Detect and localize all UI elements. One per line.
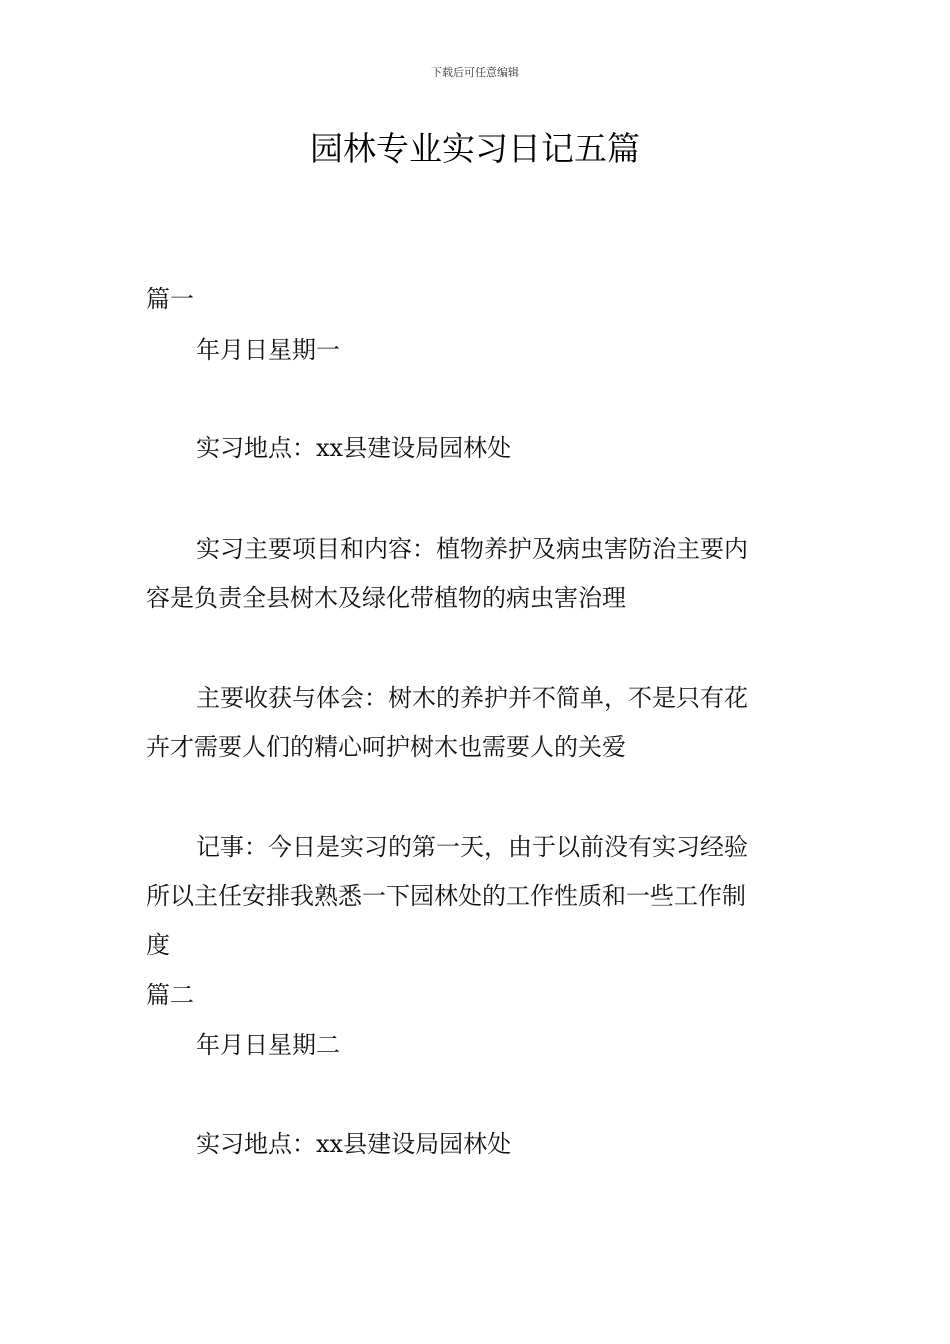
entry-1-gain-line-1: 主要收获与体会：树木的养护并不简单，不是只有花 <box>196 684 748 712</box>
entry-1-note-line-1: 记事：今日是实习的第一天，由于以前没有实习经验 <box>196 833 748 861</box>
document-title: 园林专业实习日记五篇 <box>310 129 640 168</box>
entry-2-date: 年月日星期二 <box>196 1031 340 1059</box>
entry-1-project-line-1: 实习主要项目和内容：植物养护及病虫害防治主要内 <box>196 535 748 563</box>
entry-1-note-line-2: 所以主任安排我熟悉一下园林处的工作性质和一些工作制 <box>146 882 746 910</box>
entry-1-date: 年月日星期一 <box>196 336 340 364</box>
entry-1-project-line-2: 容是负责全县树木及绿化带植物的病虫害治理 <box>146 584 626 612</box>
entry-1-note-line-3: 度 <box>146 931 170 959</box>
entry-2-heading: 篇二 <box>146 981 194 1009</box>
entry-2-location: 实习地点：xx县建设局园林处 <box>196 1130 512 1158</box>
entry-1-location: 实习地点：xx县建设局园林处 <box>196 434 512 462</box>
entry-1-gain-line-2: 卉才需要人们的精心呵护树木也需要人的关爱 <box>146 733 626 761</box>
entry-1-heading: 篇一 <box>146 285 194 313</box>
header-note: 下载后可任意编辑 <box>431 66 519 79</box>
